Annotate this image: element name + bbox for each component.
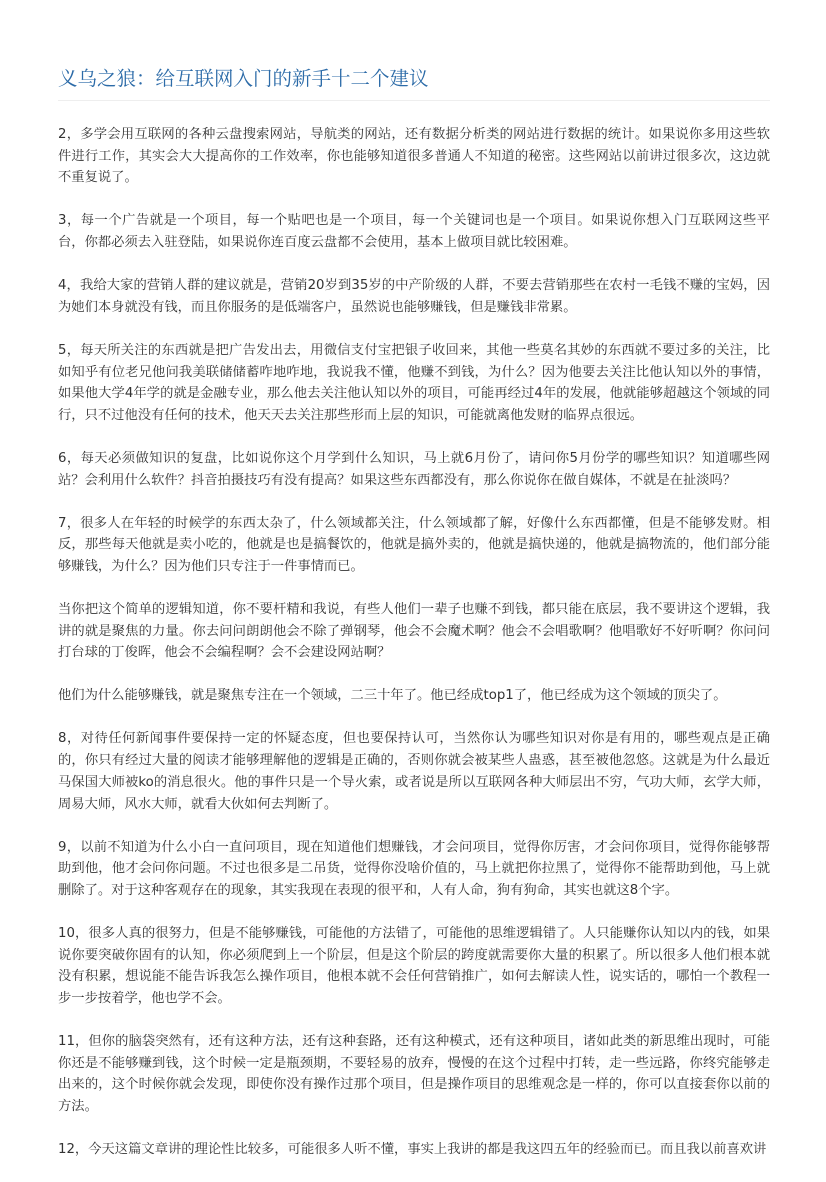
- paragraph-tip-8: 8，对待任何新闻事件要保持一定的怀疑态度，但也要保持认可，当然你认为哪些知识对你是有用的，哪些观点是正确的，你只有经过大量的阅读才能够理解他的逻辑是正确的，否则你就会被某些人蛊惑，甚至被他忽悠。这就是为什么最近马保国大师被ko的消息很火。他的事件只是一个导火索，或者说是所以互联网各种大师层出不穷，气功大师，玄学大师，周易大师，风水大师，就看大伙如何去判断了。: [58, 731, 770, 812]
- article-body: [58, 124, 770, 1182]
- title-divider: [58, 100, 770, 101]
- paragraph-tip-2: 2，多学会用互联网的各种云盘搜索网站，导航类的网站，还有数据分析类的网站进行数据的统计。如果说你多用这些软件进行工作，其实会大大提高你的工作效率，你也能够知道很多普通人不知道的秘密。这些网站以前讲过很多次，这边就不重复说了。: [58, 127, 770, 186]
- paragraph-focus-summary: 他们为什么能够赚钱，就是聚焦专注在一个领域，二三十年了。他已经成top1了，他已经成为这个领域的顶尖了。: [58, 688, 727, 704]
- paragraph-tip-3: 3，每一个广告就是一个项目，每一个贴吧也是一个项目，每一个关键词也是一个项目。如果说你想入门互联网这些平台，你都必须去入驻登陆，如果说你连百度云盘都不会使用，基本上做项目就比较困难。: [58, 213, 770, 251]
- paragraph-tip-12: 12，今天这篇文章讲的理论性比较多，可能很多人听不懂，事实上我讲的都是我这四五年的经验而已。而且我以前喜欢讲: [58, 1142, 767, 1158]
- paragraph-tip-7: 7，很多人在年轻的时候学的东西太杂了，什么领域都关注，什么领域都了解，好像什么东西都懂，但是不能够发财。相反，那些每天他就是卖小吃的，他就是也是搞餐饮的，他就是搞外卖的，他就是搞快递的，他就是搞物流的，他们部分能够赚钱，为什么？因为他们只专注于一件事情而已。: [58, 515, 770, 575]
- paragraph-focus-logic: 当你把这个简单的逻辑知道，你不要杆精和我说，有些人他们一辈子也赚不到钱，都只能在底层，我不要讲这个逻辑，我讲的就是聚焦的力量。你去问问朗朗他会不除了弹钢琴，他会不会魔术啊？他会不会唱歌啊？他唱歌好不好听啊？你问问打台球的丁俊晖，他会不会编程啊？会不会建设网站啊？: [58, 602, 770, 661]
- paragraph-tip-10: 10，很多人真的很努力，但是不能够赚钱，可能他的方法错了，可能他的思维逻辑错了。人只能赚你认知以内的钱，如果说你要突破你固有的认知，你必须爬到上一个阶层，但是这个阶层的跨度就需要你大量的积累了。所以很多人他们根本就没有积累，想说能不能告诉我怎么操作项目，他根本就不会任何营销推广，如何去解读人性，说实话的，哪怕一个教程一步一步按着学，他也学不会。: [58, 925, 770, 1007]
- paragraph-tip-11: 11，但你的脑袋突然有，还有这种方法，还有这种套路，还有这种模式，还有这种项目，诸如此类的新思维出现时，可能你还是不能够赚到钱，这个时候一定是瓶颈期，不要轻易的放弃，慢慢的在这个过程中打转，走一些远路，你终究能够走出来的，这个时候你就会发现，即使你没有操作过那个项目，但是操作项目的思维观念是一样的，你可以直接套你以前的方法。: [58, 1034, 770, 1115]
- paragraph-tip-5: 5，每天所关注的东西就是把广告发出去，用微信支付宝把银子收回来，其他一些莫名其妙的东西就不要过多的关注，比如知乎有位老兄他问我美联储储蓄咋地咋地，我说我不懂，他赚不到钱，为什么？因为他要去关注比他认知以外的事情，如果他大学4年学的就是金融专业，那么他去关注他认知以外的项目，可能再经过4年的发展，他就能够超越这个领域的同行，只不过他没有任何的技术，他天天去关注那些形而上层的知识，可能就离他发财的临界点很远。: [58, 342, 770, 423]
- article-title: 义乌之狼：给互联网入门的新手十二个建议: [58, 67, 429, 90]
- paragraph-tip-4: 4，我给大家的营销人群的建议就是，营销20岁到35岁的中产阶级的人群，不要去营销那些在农村一毛钱不赚的宝妈，因为她们本身就没有钱，而且你服务的是低端客户，虽然说也能够赚钱，但是赚钱非常累。: [58, 278, 770, 315]
- paragraph-tip-9: 9，以前不知道为什么小白一直问项目，现在知道他们想赚钱，才会问项目，觉得你厉害，才会问你项目，觉得你能够帮助到他，他才会问你问题。不过也很多是二吊货，觉得你没啥价值的，马上就把你拉黑了，觉得你不能帮助到他，马上就删除了。对于这种客观存在的现象，其实我现在表现的很平和，人有人命，狗有狗命，其实也就这8个字。: [58, 839, 770, 898]
- paragraph-tip-6: 6，每天必须做知识的复盘，比如说你这个月学到什么知识，马上就6月份了，请问你5月份学的哪些知识？知道哪些网站？会利用什么软件？抖音拍摄技巧有没有提高？如果这些东西都没有，那么你说你在做自媒体，不就是在扯淡吗？: [58, 450, 770, 488]
